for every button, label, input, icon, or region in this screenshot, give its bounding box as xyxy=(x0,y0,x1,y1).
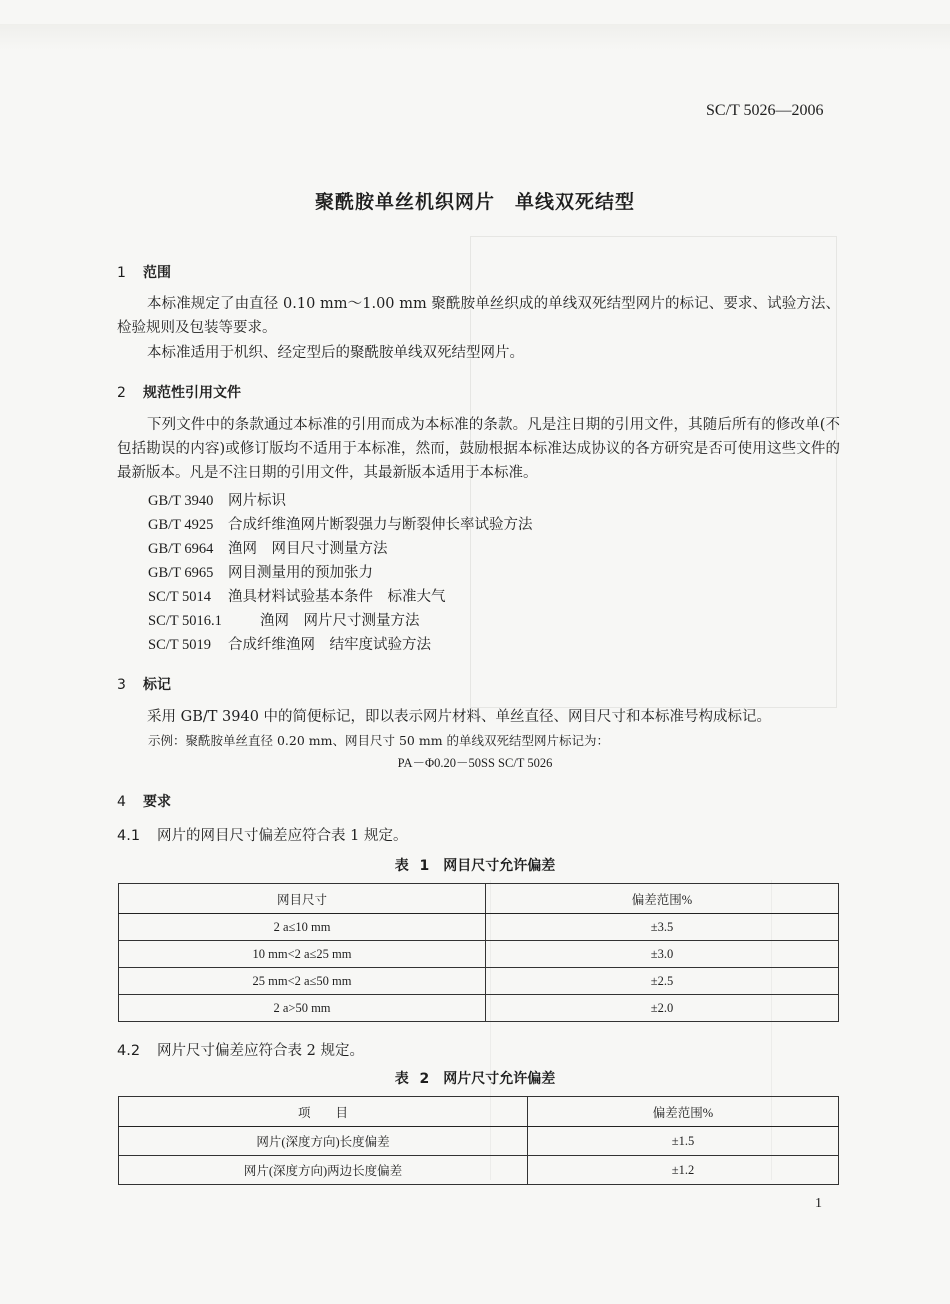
table1-cell: ±3.0 xyxy=(486,941,839,968)
table2-caption: 表 2 网片尺寸允许偏差 xyxy=(394,1071,556,1087)
table1-cell: 2 a>50 mm xyxy=(119,995,486,1022)
reference-item xyxy=(148,537,388,558)
marking-example: 示例：聚酰胺单丝直径 0.20 mm、网目尺寸 50 mm 的单线双死结型网片标记为： xyxy=(148,733,610,748)
table-row xyxy=(119,914,839,941)
clause-4-1 xyxy=(117,824,407,848)
reference-title: 合成纤维渔网 结牢度试验方法 xyxy=(228,637,431,653)
table1-header: 网目尺寸 xyxy=(119,884,486,914)
reference-title: 渔网 网片尺寸测量方法 xyxy=(260,613,420,629)
page-number: 1 xyxy=(815,1196,822,1211)
section-heading-marking xyxy=(117,674,171,694)
reference-title: 网目测量用的预加张力 xyxy=(228,565,373,581)
clause-number: 4.1 xyxy=(117,828,141,844)
table2-cell: ±1.5 xyxy=(528,1127,839,1156)
table2 xyxy=(118,1096,839,1185)
reference-code: GB/T 3940 xyxy=(148,493,214,509)
table1-cell: 10 mm<2 a≤25 mm xyxy=(119,941,486,968)
reference-code: SC/T 5019 xyxy=(148,637,211,653)
standard-code: SC/T 5026—2006 xyxy=(706,102,824,119)
section-heading-requirements xyxy=(117,791,171,811)
reference-item xyxy=(148,513,533,534)
section-number: 3 xyxy=(117,677,126,693)
reference-code: GB/T 6965 xyxy=(148,565,214,581)
reference-item xyxy=(148,609,420,630)
table-row xyxy=(119,968,839,995)
normative-refs-intro: 下列文件中的条款通过本标准的引用而成为本标准的条款。凡是注日期的引用文件，其随后所有的修改单(不包括勘误的内容)或修订版均不适用于本标准，然而，鼓励根据本标准达成协议的各方研究是否可使用这些文件的最新版本。凡是不注日期的引用文件，其最新版本适用于本标准。 xyxy=(117,417,840,481)
section-title: 范围 xyxy=(143,265,171,281)
reference-item xyxy=(148,585,446,606)
document-title: 聚酰胺单丝机织网片 单线双死结型 xyxy=(314,191,635,213)
table-row xyxy=(119,941,839,968)
reference-code: SC/T 5016.1 xyxy=(148,613,222,629)
section-number: 1 xyxy=(117,265,126,281)
table-row xyxy=(119,995,839,1022)
reference-code: GB/T 4925 xyxy=(148,517,214,533)
table1-cell: ±3.5 xyxy=(486,914,839,941)
marking-formula: PA－Φ0.20－50SS SC/T 5026 xyxy=(397,756,553,770)
reference-title: 合成纤维渔网片断裂强力与断裂伸长率试验方法 xyxy=(228,517,533,533)
reference-title: 渔网 网目尺寸测量方法 xyxy=(228,541,388,557)
table-row xyxy=(119,1156,839,1185)
table1-cell: ±2.0 xyxy=(486,995,839,1022)
section-number: 2 xyxy=(117,385,126,401)
table2-header: 偏差范围% xyxy=(528,1097,839,1127)
reference-code: GB/T 6964 xyxy=(148,541,214,557)
table1 xyxy=(118,883,839,1022)
reference-item xyxy=(148,561,373,582)
marking-paragraph: 采用 GB/T 3940 中的简便标记，即以表示网片材料、单丝直径、网目尺寸和本标准号构成标记。 xyxy=(147,709,772,725)
scan-shadow xyxy=(0,24,950,50)
table1-cell: 2 a≤10 mm xyxy=(119,914,486,941)
section-number: 4 xyxy=(117,794,126,810)
reference-code: SC/T 5014 xyxy=(148,589,211,605)
section-title: 要求 xyxy=(143,794,171,810)
section-title: 规范性引用文件 xyxy=(143,385,241,401)
reference-title: 渔具材料试验基本条件 标准大气 xyxy=(228,589,446,605)
reference-item xyxy=(148,489,286,510)
reference-item xyxy=(148,633,431,654)
table1-caption: 表 1 网目尺寸允许偏差 xyxy=(394,858,556,874)
section-heading-scope xyxy=(117,262,171,282)
table1-header: 偏差范围% xyxy=(486,884,839,914)
scope-paragraph-2: 本标准适用于机织、经定型后的聚酰胺单线双死结型网片。 xyxy=(147,345,524,361)
section-heading-normative-refs xyxy=(117,382,241,402)
table2-header: 项 目 xyxy=(119,1097,528,1127)
table2-cell: ±1.2 xyxy=(528,1156,839,1185)
table2-cell: 网片(深度方向)长度偏差 xyxy=(119,1127,528,1156)
reference-title: 网片标识 xyxy=(228,493,286,509)
clause-text: 网片尺寸偏差应符合表 2 规定。 xyxy=(157,1043,364,1059)
section-title: 标记 xyxy=(143,677,171,693)
table2-cell: 网片(深度方向)两边长度偏差 xyxy=(119,1156,528,1185)
table-row xyxy=(119,1127,839,1156)
scope-paragraph-1: 本标准规定了由直径 0.10 mm～1.00 mm 聚酰胺单丝织成的单线双死结型网片的标记、要求、试验方法、检验规则及包装等要求。 xyxy=(117,296,840,336)
clause-text: 网片的网目尺寸偏差应符合表 1 规定。 xyxy=(157,828,408,844)
clause-number: 4.2 xyxy=(117,1043,141,1059)
table1-cell: ±2.5 xyxy=(486,968,839,995)
clause-4-2 xyxy=(117,1039,364,1063)
table1-cell: 25 mm<2 a≤50 mm xyxy=(119,968,486,995)
